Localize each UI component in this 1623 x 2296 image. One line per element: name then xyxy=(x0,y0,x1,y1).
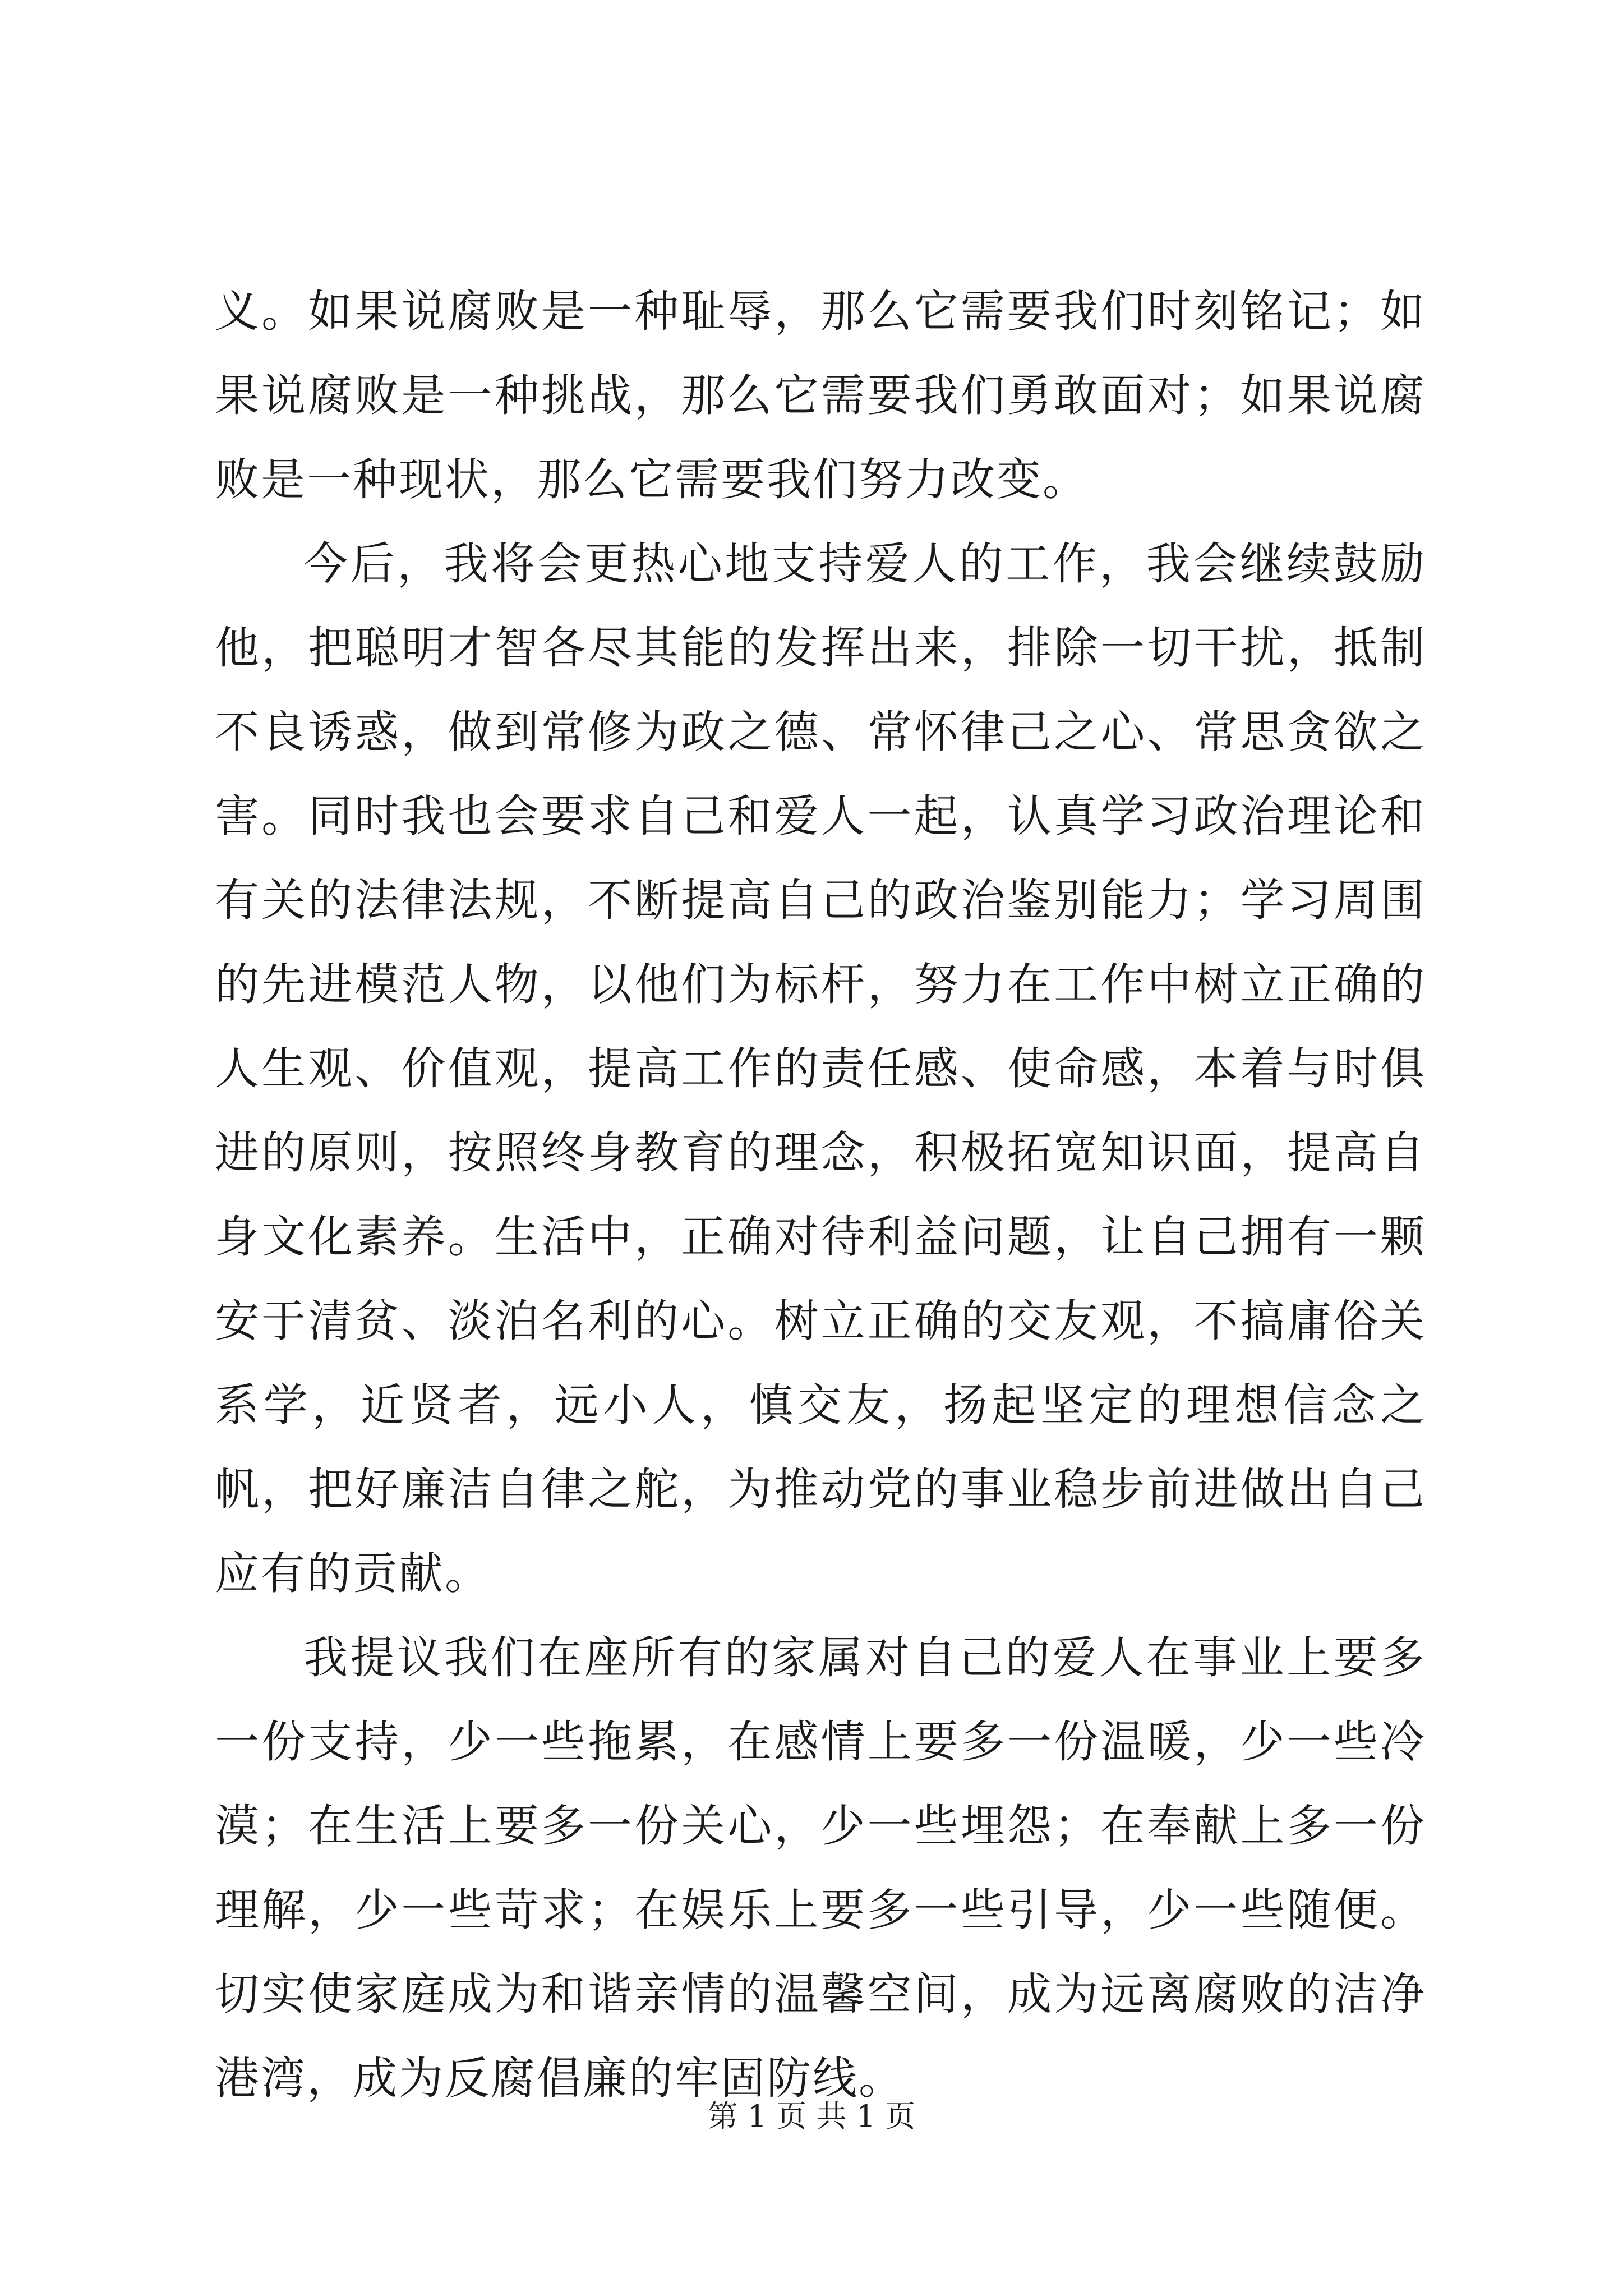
page-number-footer: 第 1 页 共 1 页 xyxy=(707,2099,916,2134)
paragraph-3: 我提议我们在座所有的家属对自己的爱人在事业上要多一份支持，少一些拖累，在感情上要多一份温暖，少一些冷漠；在生活上要多一份关心，少一些埋怨；在奉献上多一份理解，少一些苛求；在娱乐上要多一些引导，少一些随便。切实使家庭成为和谐亲情的温馨空间，成为远离腐败的洁净港湾，成为反腐倡廉的牢固防线。 xyxy=(215,1632,1426,2104)
paragraph-2: 今后，我将会更热心地支持爱人的工作，我会继续鼓励他，把聪明才智各尽其能的发挥出来，排除一切干扰，抵制不良诱惑，做到常修为政之德、常怀律己之心、常思贪欲之害。同时我也会要求自己和爱人一起，认真学习政治理论和有关的法律法规，不断提高自己的政治鉴别能力；学习周围的先进模范人物，以他们为标杆，努力在工作中树立正确的人生观、价值观，提高工作的责任感、使命感，本着与时俱进的原则，按照终身教育的理念，积极拓宽知识面，提高自身文化素养。生活中，正确对待利益问题，让自己拥有一颗安于清贫、淡泊名利的心。树立正确的交友观，不搞庸俗关系学，近贤者，远小人，慎交友，扬起坚定的理想信念之帆，把好廉洁自律之舵，为推动党的事业稳步前进做出自己应有的贡献。 xyxy=(215,538,1426,1599)
document-body xyxy=(215,269,1426,2120)
paragraph-1: 义。如果说腐败是一种耻辱，那么它需要我们时刻铭记；如果说腐败是一种挑战，那么它需要我们勇敢面对；如果说腐败是一种现状，那么它需要我们努力改变。 xyxy=(215,286,1426,505)
